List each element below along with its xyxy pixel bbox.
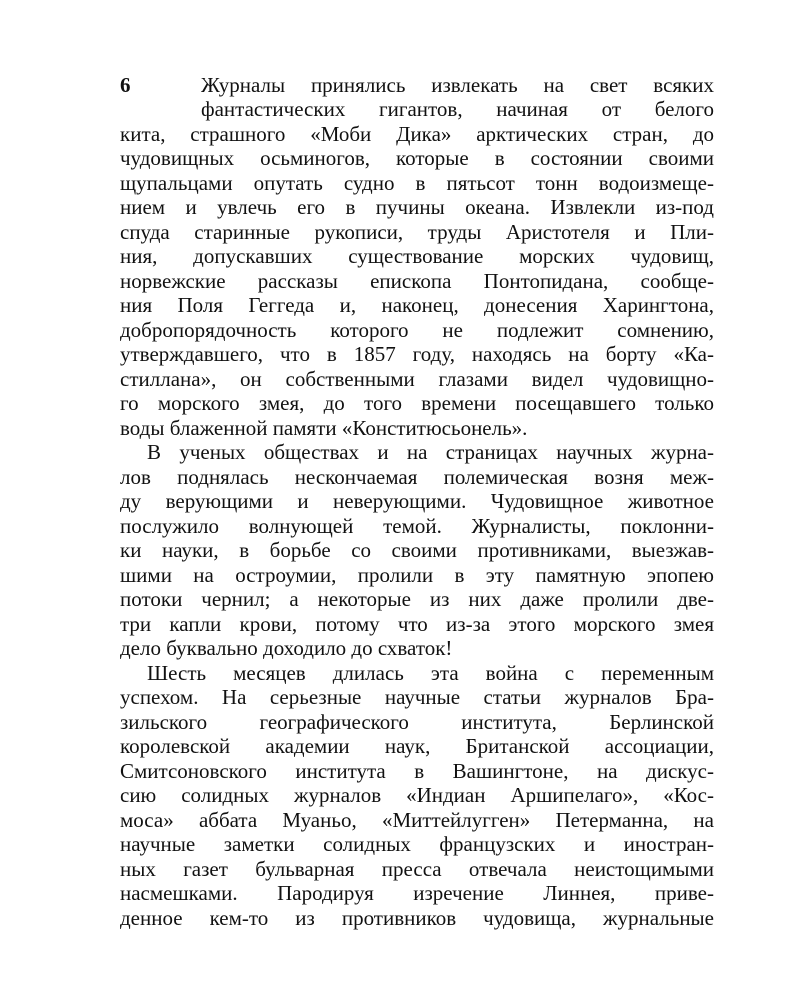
text-line: успехом. На серьезные научные статьи журналов Бра-	[120, 685, 714, 709]
text-line: сию солидных журналов «Индиан Аршипелаго», «Кос-	[120, 783, 714, 807]
text-line: денное кем-то из противников чудовища, журнальные	[120, 906, 714, 930]
text-line: послужило волнующей темой. Журналисты, поклонни-	[120, 514, 714, 538]
text-line: лов поднялась нескончаемая полемическая возня меж-	[120, 465, 714, 489]
text-line: го морского змея, до того времени посещавшего только	[120, 391, 714, 415]
text-line: норвежские рассказы епископа Понтопидана, сообще-	[120, 269, 714, 293]
text-line: В ученых обществах и на страницах научных журна-	[147, 440, 714, 464]
text-line: Смитсоновского института в Вашингтоне, на дискус-	[120, 759, 714, 783]
text-line: воды блаженной памяти «Конститюсьонель».	[120, 416, 528, 440]
text-line: ки науки, в борьбе со своими противниками, выезжав-	[120, 538, 714, 562]
text-line: моса» аббата Муаньо, «Миттейлугген» Петерманна, на	[120, 808, 714, 832]
text-line: научные заметки солидных французских и иностран-	[120, 832, 714, 856]
text-line: утверждавшего, что в 1857 году, находясь на борту «Ка-	[120, 342, 714, 366]
text-line: фантастических гигантов, начиная от белого	[201, 97, 714, 121]
text-line: ния, допускавших существование морских чудовищ,	[120, 244, 714, 268]
text-line: шими на остроумии, пролили в эту памятную эпопею	[120, 563, 714, 587]
text-line: кита, страшного «Моби Дика» арктических стран, до	[120, 122, 714, 146]
text-line: королевской академии наук, Британской ассоциации,	[120, 734, 714, 758]
text-line: ных газет бульварная пресса отвечала неистощимыми	[120, 857, 714, 881]
text-line: три капли крови, потому что из-за этого морского змея	[120, 612, 714, 636]
text-line: потоки чернил; а некоторые из них даже пролили две-	[120, 587, 714, 611]
text-line: зильского географического института, Берлинской	[120, 710, 714, 734]
text-line: стиллана», он собственными глазами видел чудовищно-	[120, 367, 714, 391]
text-line: дело буквально доходило до схваток!	[120, 636, 453, 660]
page-number: 6	[120, 73, 131, 97]
text-line: ду верующими и неверующими. Чудовищное животное	[120, 489, 714, 513]
text-line: насмешками. Пародируя изречение Линнея, приве-	[120, 881, 714, 905]
text-line: спуда старинные рукописи, труды Аристотеля и Пли-	[120, 220, 714, 244]
text-line: Журналы принялись извлекать на свет всяких	[201, 73, 714, 97]
text-line: Шесть месяцев длилась эта война с переменным	[147, 661, 714, 685]
text-line: добропорядочность которого не подлежит сомнению,	[120, 318, 714, 342]
text-line: нием и увлечь его в пучины океана. Извлекли из-под	[120, 195, 714, 219]
text-line: щупальцами опутать судно в пятьсот тонн водоизмеще-	[120, 171, 714, 195]
text-line: чудовищных осьминогов, которые в состоянии своими	[120, 146, 714, 170]
text-line: ния Поля Геггеда и, наконец, донесения Харингтона,	[120, 293, 714, 317]
